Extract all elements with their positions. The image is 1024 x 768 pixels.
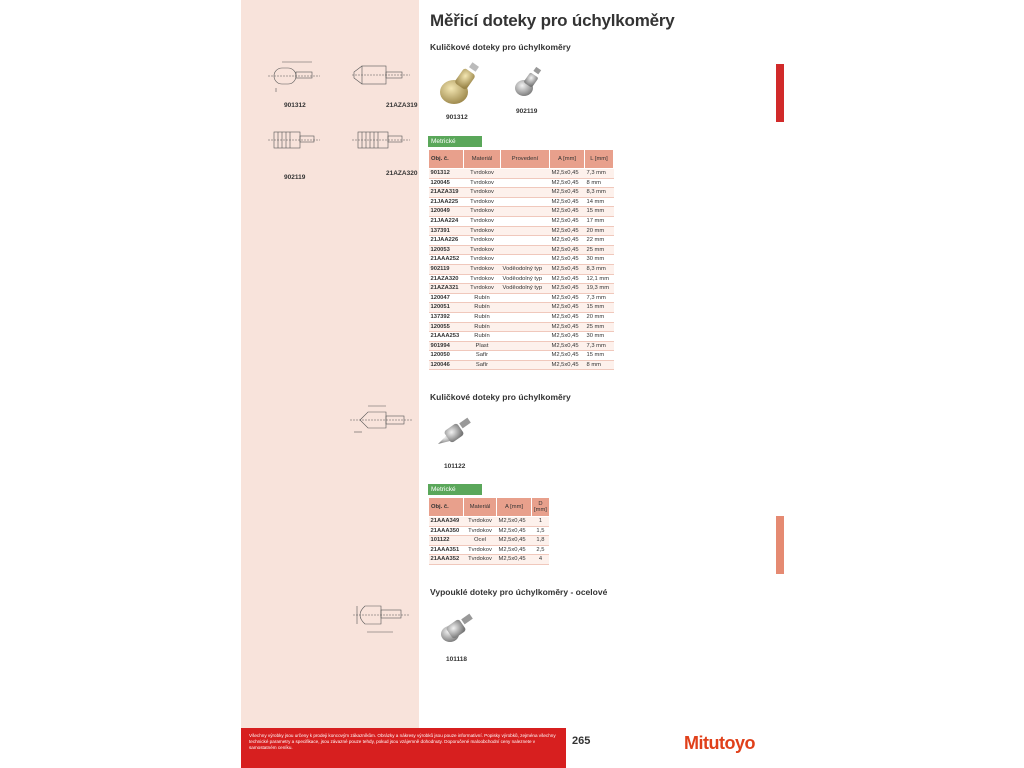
table-cell: 901312: [429, 169, 464, 179]
table-row: [429, 536, 550, 546]
mitutoyo-logo: Mitutoyo: [684, 733, 755, 753]
table-cell: M2,5x0,45: [550, 284, 585, 294]
spec-table-1-body: [429, 169, 614, 370]
col-obj: Obj. č.: [429, 498, 464, 517]
table-cell: M2,5x0,45: [550, 245, 585, 255]
table-cell: 8,3 mm: [585, 264, 614, 274]
table-row: [429, 526, 550, 536]
table-cell: 21AZA321: [429, 284, 464, 294]
drawing-code-3: 902119: [284, 174, 306, 181]
table-row: [429, 351, 614, 361]
photo-code-1: 901312: [446, 114, 468, 121]
table-cell: Tvrdokov: [464, 169, 501, 179]
table-cell: 12,1 mm: [585, 274, 614, 284]
table-cell: [501, 236, 550, 246]
table-cell: [501, 303, 550, 313]
probe-photo-2: [510, 66, 546, 102]
table-cell: 137392: [429, 312, 464, 322]
table-row: [429, 274, 614, 284]
table-cell: Tvrdokov: [464, 264, 501, 274]
table-cell: M2,5x0,45: [497, 536, 532, 546]
table-cell: M2,5x0,45: [550, 322, 585, 332]
section-title-2: Kuličkové doteky pro úchylkoměry: [430, 392, 571, 402]
table-cell: 1,5: [532, 526, 550, 536]
table-cell: 14 mm: [585, 197, 614, 207]
table-row: [429, 245, 614, 255]
table-cell: [501, 188, 550, 198]
table-cell: 1: [532, 517, 550, 527]
table-cell: [501, 169, 550, 179]
table-cell: Tvrdokov: [464, 216, 501, 226]
table-cell: 21AAA349: [429, 517, 464, 527]
table-cell: [501, 216, 550, 226]
technical-drawing-6: [345, 592, 425, 642]
table-cell: 21AAA351: [429, 545, 464, 555]
table-cell: M2,5x0,45: [550, 351, 585, 361]
table-row: [429, 312, 614, 322]
table-row: [429, 264, 614, 274]
table-cell: 15 mm: [585, 207, 614, 217]
spec-table-1: [428, 149, 614, 370]
table-cell: 120051: [429, 303, 464, 313]
table-row: [429, 322, 614, 332]
table-cell: 7,3 mm: [585, 169, 614, 179]
table-row: [429, 255, 614, 265]
table-cell: Tvrdokov: [464, 274, 501, 284]
table-cell: 8,3 mm: [585, 188, 614, 198]
chapter-tab-pink: [776, 516, 784, 574]
col-material: Materiál: [464, 498, 497, 517]
table-cell: Plast: [464, 341, 501, 351]
table-cell: 1,8: [532, 536, 550, 546]
table-cell: M2,5x0,45: [550, 207, 585, 217]
table-cell: Tvrdokov: [464, 226, 501, 236]
page-content: [419, 0, 784, 768]
col-d: D [mm]: [532, 498, 550, 517]
footer-disclaimer: Všechny výrobky jsou určeny k prodeji koncovým zákazníkům. Obrázky a nákresy výrobků jsou pouze informativní. Popisky výrobků, zejména všechny technické parametry a specifikace, jsou závazné pouze tehdy, pokud jsou vzájemně dohodnuty. Doporučené maloobchodní ceny naleznete v samostatném ceníku.: [241, 728, 566, 768]
table-row: [429, 188, 614, 198]
table-cell: 20 mm: [585, 226, 614, 236]
table-cell: Voděodolný typ: [501, 274, 550, 284]
table-cell: 21AZA319: [429, 188, 464, 198]
table-cell: 902119: [429, 264, 464, 274]
probe-photo-3: [432, 414, 482, 454]
chapter-tab-red: [776, 64, 784, 122]
page-title: Měřicí doteky pro úchylkoměry: [430, 11, 675, 30]
table-cell: 30 mm: [585, 332, 614, 342]
table-cell: M2,5x0,45: [550, 178, 585, 188]
section-title-3: Vypouklé doteky pro úchylkoměry - ocelové: [430, 587, 608, 597]
table-cell: 8 mm: [585, 178, 614, 188]
table-cell: Voděodolný typ: [501, 284, 550, 294]
technical-drawing-5: [340, 400, 420, 440]
metric-label-2: Metrické: [428, 484, 482, 495]
table-row: [429, 207, 614, 217]
table-cell: M2,5x0,45: [550, 226, 585, 236]
table-cell: 101122: [429, 536, 464, 546]
drawing-code-1: 901312: [284, 102, 306, 109]
table-cell: M2,5x0,45: [550, 264, 585, 274]
table-row: [429, 178, 614, 188]
table-row: [429, 332, 614, 342]
table-row: [429, 236, 614, 246]
table-cell: [501, 255, 550, 265]
col-a: A [mm]: [550, 150, 585, 169]
table-row: [429, 360, 614, 370]
table-cell: Rubín: [464, 293, 501, 303]
table-cell: Tvrdokov: [464, 545, 497, 555]
table-cell: M2,5x0,45: [497, 517, 532, 527]
table-cell: [501, 226, 550, 236]
table-cell: 21JAA224: [429, 216, 464, 226]
photo-code-4: 101118: [446, 656, 467, 663]
probe-photo-1: [436, 60, 486, 110]
table-cell: M2,5x0,45: [550, 169, 585, 179]
table-cell: Ocel: [464, 536, 497, 546]
table-cell: 120050: [429, 351, 464, 361]
metric-label-1: Metrické: [428, 136, 482, 147]
table-cell: 15 mm: [585, 351, 614, 361]
table-cell: Safír: [464, 351, 501, 361]
table-cell: M2,5x0,45: [550, 255, 585, 265]
section-title-1: Kuličkové doteky pro úchylkoměry: [430, 42, 571, 52]
table-cell: 120047: [429, 293, 464, 303]
table-cell: 8 mm: [585, 360, 614, 370]
table-cell: M2,5x0,45: [550, 188, 585, 198]
table-cell: Tvrdokov: [464, 207, 501, 217]
technical-drawings: [262, 52, 422, 182]
table-cell: M2,5x0,45: [550, 197, 585, 207]
table-cell: 30 mm: [585, 255, 614, 265]
table-cell: 120053: [429, 245, 464, 255]
table-cell: 120055: [429, 322, 464, 332]
table-cell: Rubín: [464, 332, 501, 342]
table-cell: 17 mm: [585, 216, 614, 226]
table-cell: Tvrdokov: [464, 236, 501, 246]
probe-photo-4: [436, 608, 486, 648]
table-cell: 137391: [429, 226, 464, 236]
table-cell: 901994: [429, 341, 464, 351]
col-provedeni: Provedení: [501, 150, 550, 169]
table-cell: M2,5x0,45: [550, 312, 585, 322]
table-row: [429, 555, 550, 565]
table-cell: [501, 360, 550, 370]
table-cell: M2,5x0,45: [550, 303, 585, 313]
col-material: Materiál: [464, 150, 501, 169]
table-cell: 21JAA226: [429, 236, 464, 246]
table-cell: [501, 332, 550, 342]
table-cell: 120049: [429, 207, 464, 217]
table-cell: 21AZA320: [429, 274, 464, 284]
table-cell: 2,5: [532, 545, 550, 555]
table-row: [429, 284, 614, 294]
table-cell: Safír: [464, 360, 501, 370]
table-cell: M2,5x0,45: [550, 341, 585, 351]
col-l: L [mm]: [585, 150, 614, 169]
table-cell: Rubín: [464, 303, 501, 313]
table-cell: M2,5x0,45: [550, 236, 585, 246]
table-cell: Tvrdokov: [464, 555, 497, 565]
table-cell: [501, 245, 550, 255]
table-cell: 25 mm: [585, 245, 614, 255]
table-cell: 15 mm: [585, 303, 614, 313]
table-cell: Tvrdokov: [464, 178, 501, 188]
table-cell: 120045: [429, 178, 464, 188]
col-obj: Obj. č.: [429, 150, 464, 169]
table-row: [429, 303, 614, 313]
table-cell: 21AAA350: [429, 526, 464, 536]
table-cell: 7,3 mm: [585, 293, 614, 303]
table-row: [429, 341, 614, 351]
table-cell: 120046: [429, 360, 464, 370]
table-cell: [501, 341, 550, 351]
table-cell: Rubín: [464, 322, 501, 332]
table-cell: [501, 293, 550, 303]
table-cell: [501, 207, 550, 217]
col-a: A [mm]: [497, 498, 532, 517]
page-number: 265: [572, 735, 591, 747]
table-cell: M2,5x0,45: [550, 274, 585, 284]
photo-code-2: 902119: [516, 108, 538, 115]
spec-table-2: [428, 497, 550, 565]
drawing-code-4: 21AZA320: [386, 170, 418, 177]
table-cell: M2,5x0,45: [497, 555, 532, 565]
table-cell: Tvrdokov: [464, 188, 501, 198]
table-cell: Tvrdokov: [464, 284, 501, 294]
table-cell: 19,3 mm: [585, 284, 614, 294]
table-cell: 7,3 mm: [585, 341, 614, 351]
table-cell: 22 mm: [585, 236, 614, 246]
table-cell: Tvrdokov: [464, 526, 497, 536]
table-cell: Tvrdokov: [464, 255, 501, 265]
table-cell: 21AAA253: [429, 332, 464, 342]
table-row: [429, 197, 614, 207]
table-cell: 20 mm: [585, 312, 614, 322]
table-row: [429, 293, 614, 303]
table-row: [429, 517, 550, 527]
table-row: [429, 545, 550, 555]
table-cell: M2,5x0,45: [550, 332, 585, 342]
table-cell: 21AAA252: [429, 255, 464, 265]
table-row: [429, 216, 614, 226]
table-cell: 21AAA352: [429, 555, 464, 565]
table-cell: 21JAA225: [429, 197, 464, 207]
table-cell: M2,5x0,45: [497, 545, 532, 555]
photo-code-3: 101122: [444, 463, 466, 470]
table-cell: M2,5x0,45: [550, 216, 585, 226]
table-cell: [501, 178, 550, 188]
table-cell: Tvrdokov: [464, 197, 501, 207]
table-cell: [501, 322, 550, 332]
table-cell: Rubín: [464, 312, 501, 322]
table-cell: [501, 351, 550, 361]
table-cell: M2,5x0,45: [550, 293, 585, 303]
table-cell: M2,5x0,45: [550, 360, 585, 370]
table-cell: Voděodolný typ: [501, 264, 550, 274]
table-cell: M2,5x0,45: [497, 526, 532, 536]
table-cell: [501, 197, 550, 207]
table-cell: Tvrdokov: [464, 517, 497, 527]
table-cell: Tvrdokov: [464, 245, 501, 255]
spec-table-2-body: [429, 517, 550, 565]
table-row: [429, 226, 614, 236]
table-cell: [501, 312, 550, 322]
table-cell: 25 mm: [585, 322, 614, 332]
table-cell: 4: [532, 555, 550, 565]
table-row: [429, 169, 614, 179]
drawing-code-2: 21AZA319: [386, 102, 418, 109]
